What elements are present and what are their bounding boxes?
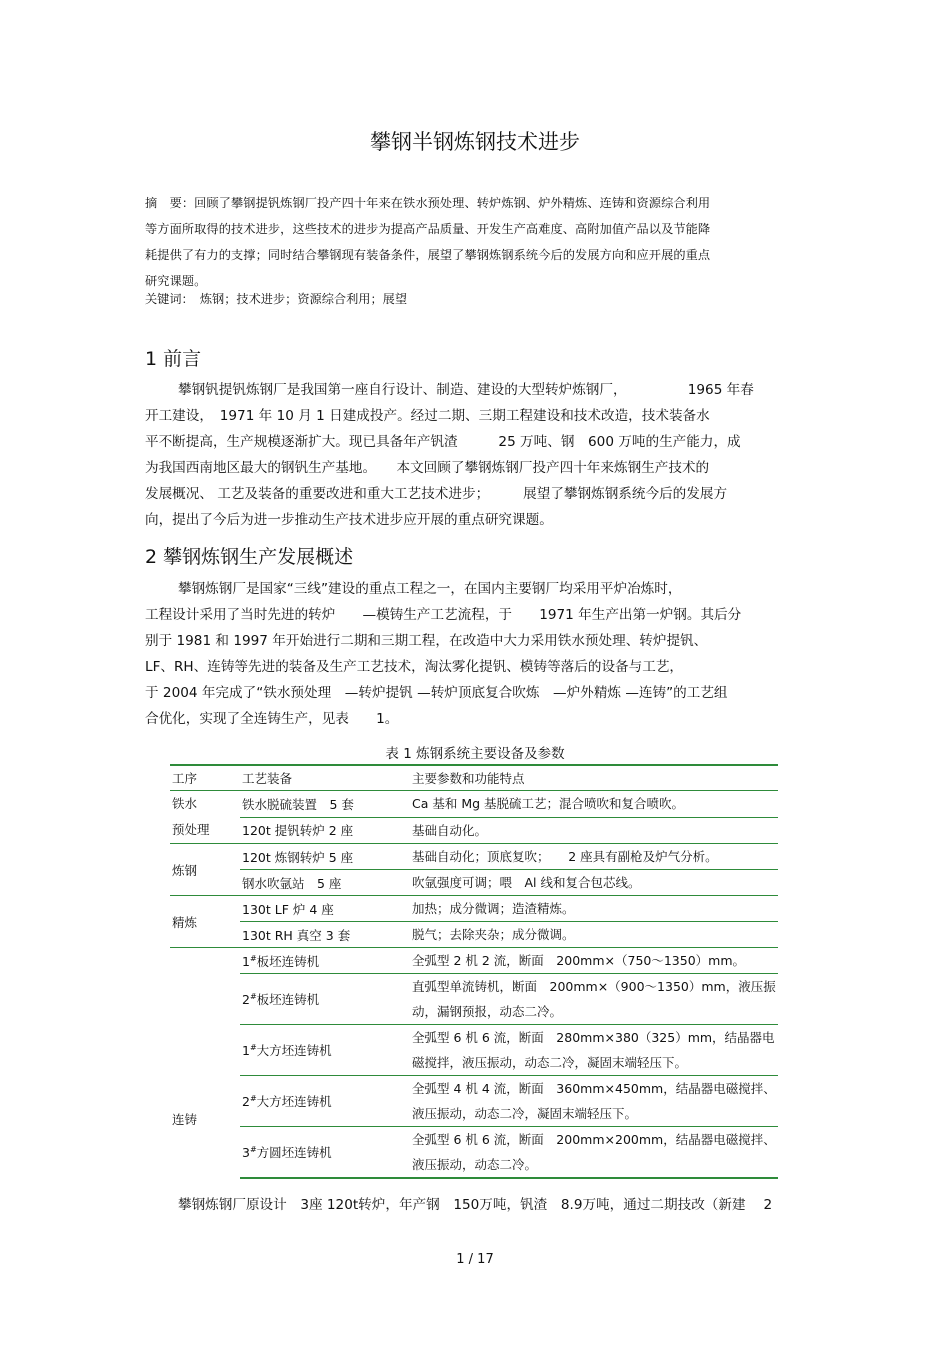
- abstract: [145, 190, 755, 294]
- table-row: [170, 1127, 778, 1179]
- equipment-cell: 铁水脱硫装置 5 套: [242, 796, 354, 812]
- process-cell: [170, 791, 240, 844]
- keywords: 关键词： 炼钢；技术进步；资源综合利用；展望: [145, 292, 408, 306]
- parameter-line: 全弧型 6 机 6 流，断面 280mm×380（325）mm，结晶器电: [412, 1030, 775, 1045]
- column-header: 工艺装备: [242, 771, 293, 786]
- equipment-cell: 130t RH 真空 3 套: [240, 922, 410, 948]
- table-row: [170, 817, 778, 844]
- abstract-line: 研究课题。: [145, 274, 207, 288]
- parameter-cell: 脱气；去除夹杂；成分微调。: [410, 922, 778, 948]
- caster-sup: #: [249, 1093, 257, 1103]
- abstract-line: 等方面所取得的技术进步，这些技术的进步为提高产品质量、开发生产高难度、高附加值产品以及节能降: [145, 222, 711, 236]
- equipment-cell: 130t LF 炉 4 座: [240, 896, 410, 922]
- caster-name: 大方坯连铸机: [256, 1094, 332, 1109]
- intro-paragraph: [145, 377, 805, 533]
- table-row: [170, 948, 778, 974]
- parameter-line: 液压振动，动态二冷。: [412, 1157, 538, 1172]
- caster-name: 大方坯连铸机: [256, 1043, 332, 1058]
- parameter-line: 动，漏钢预报，动态二冷。: [412, 1004, 563, 1019]
- column-header: 主要参数和功能特点: [412, 771, 525, 786]
- paragraph-line: 别于 1981 和 1997 年开始进行二期和三期工程，在改造中大力采用铁水预处理、转炉提钒、: [145, 633, 708, 649]
- equipment-cell: 120t 炼钢转炉 5 座: [240, 844, 410, 870]
- table-row: [170, 1025, 778, 1076]
- process-label: 预处理: [172, 822, 210, 837]
- caster-number: 2: [242, 1094, 250, 1109]
- caster-sup: #: [249, 991, 257, 1001]
- parameter-line: 液压振动，动态二冷，凝固末端轻压下。: [412, 1106, 638, 1121]
- process-label: 铁水: [172, 796, 198, 811]
- caster-number: 1: [242, 953, 250, 969]
- page-number: 1 / 17: [456, 1252, 494, 1267]
- caster-sup: #: [249, 1144, 257, 1154]
- parameter-cell: Ca 基和 Mg 基脱硫工艺；混合喷吹和复合喷吹。: [412, 796, 685, 812]
- column-header: 工序: [172, 771, 198, 786]
- process-cell: 炼钢: [170, 844, 240, 896]
- equipment-cell: 120t 提钒转炉 2 座: [240, 817, 410, 844]
- parameter-cell: [410, 1025, 778, 1076]
- abstract-line: 耗提供了有力的支撑；同时结合攀钢现有装备条件，展望了攀钢炼钢系统今后的发展方向和应开展的重点: [145, 248, 711, 262]
- table-row: [170, 791, 778, 818]
- continued-paragraph: 攀钢炼钢厂原设计 3座 120t转炉，年产钢 150万吨，钒渣 8.9万吨，通过二期技改（新建 2: [178, 1197, 773, 1213]
- paper-title: 攀钢半钢炼钢技术进步: [370, 130, 580, 154]
- parameter-cell: 加热；成分微调；造渣精炼。: [410, 896, 778, 922]
- table-row: [170, 1076, 778, 1127]
- paragraph-line: 开工建设， 1971 年 10 月 1 日建成投产。经过二期、三期工程建设和技术改造，技术装备水: [145, 408, 710, 424]
- parameter-cell: 吹氩强度可调；喂 Al 线和复合包芯线。: [410, 870, 778, 896]
- caster-name: 板坯连铸机: [256, 992, 320, 1007]
- section-heading-intro: 1 前言: [145, 348, 202, 370]
- paragraph-line: 于 2004 年完成了“铁水预处理 —转炉提钒 —转炉顶底复合吹炼 —炉外精炼 —连铸”的工艺组: [145, 685, 728, 701]
- paragraph-line: 平不断提高，生产规模逐渐扩大。现已具备年产钒渣 25 万吨、钢 600 万吨的生产能力，成: [145, 434, 741, 450]
- equipment-cell: [240, 1025, 410, 1076]
- parameter-cell: 全弧型 2 机 2 流，断面 200mm×（750～1350）mm。: [410, 948, 778, 974]
- equipment-cell: 钢水吹氩站 5 座: [240, 870, 410, 896]
- paragraph-line: 发展概况、 工艺及装备的重要改进和重大工艺技术进步； 展望了攀钢炼钢系统今后的发展方: [145, 486, 728, 502]
- caster-sup: #: [249, 1042, 257, 1052]
- parameter-cell: 基础自动化。: [410, 817, 778, 844]
- table-row: [170, 896, 778, 922]
- equipment-table: [170, 764, 778, 1179]
- process-cell: 精炼: [170, 896, 240, 948]
- overview-paragraph: [145, 576, 805, 732]
- caster-number: 3: [242, 1145, 250, 1160]
- abstract-line: 摘 要：回顾了攀钢提钒炼钢厂投产四十年来在铁水预处理、转炉炼钢、炉外精炼、连铸和资源综合利用: [145, 196, 711, 210]
- paragraph-line: 为我国西南地区最大的钢钒生产基地。 本文回顾了攀钢炼钢厂投产四十年来炼钢生产技术的: [145, 460, 710, 476]
- parameter-line: 磁搅拌，液压振动，动态二冷，凝固末端轻压下。: [412, 1055, 688, 1070]
- table-row: [170, 870, 778, 896]
- parameter-cell: [410, 1076, 778, 1127]
- table-caption: 表 1 炼钢系统主要设备及参数: [385, 746, 565, 762]
- paragraph-line: 工程设计采用了当时先进的转炉 —模铸生产工艺流程，于 1971 年生产出第一炉钢。其后分: [145, 607, 742, 623]
- equipment-cell: [240, 974, 410, 1025]
- table-row: [170, 922, 778, 948]
- process-cell: 连铸: [170, 948, 240, 1179]
- paragraph-line: 合优化，实现了全连铸生产，见表 1。: [145, 711, 399, 727]
- equipment-cell: [240, 1127, 410, 1179]
- paragraph-line: LF、RH、连铸等先进的装备及生产工艺技术，淘汰雾化提钒、模铸等落后的设备与工艺，: [145, 659, 684, 675]
- parameter-line: 全弧型 4 机 4 流，断面 360mm×450mm，结晶器电磁搅拌、: [412, 1081, 776, 1096]
- parameter-cell: 基础自动化；顶底复吹； 2 座具有副枪及炉气分析。: [410, 844, 778, 870]
- equipment-cell: [240, 948, 410, 974]
- section-heading-overview: 2 攀钢炼钢生产发展概述: [145, 546, 354, 568]
- caster-name: 板坯连铸机: [256, 953, 320, 969]
- table-header-row: [170, 765, 778, 791]
- table-row: [170, 844, 778, 870]
- parameter-line: 全弧型 6 机 6 流，断面 200mm×200mm，结晶器电磁搅拌、: [412, 1132, 776, 1147]
- parameter-cell: [410, 974, 778, 1025]
- paragraph-line: 攀钢钒提钒炼钢厂是我国第一座自行设计、制造、建设的大型转炉炼钢厂， 1965 年春: [178, 382, 754, 398]
- parameter-cell: [410, 1127, 778, 1179]
- caster-number: 2: [242, 992, 250, 1007]
- caster-sup: #: [249, 953, 257, 963]
- parameter-line: 直弧型单流铸机，断面 200mm×（900～1350）mm，液压振: [412, 979, 776, 994]
- paragraph-line: 攀钢炼钢厂是国家“三线”建设的重点工程之一，在国内主要钢厂均采用平炉冶炼时，: [178, 581, 682, 597]
- caster-number: 1: [242, 1043, 250, 1058]
- equipment-cell: [240, 1076, 410, 1127]
- table-row: [170, 974, 778, 1025]
- caster-name: 方圆坯连铸机: [256, 1145, 332, 1160]
- paragraph-line: 向，提出了今后为进一步推动生产技术进步应开展的重点研究课题。: [145, 512, 553, 528]
